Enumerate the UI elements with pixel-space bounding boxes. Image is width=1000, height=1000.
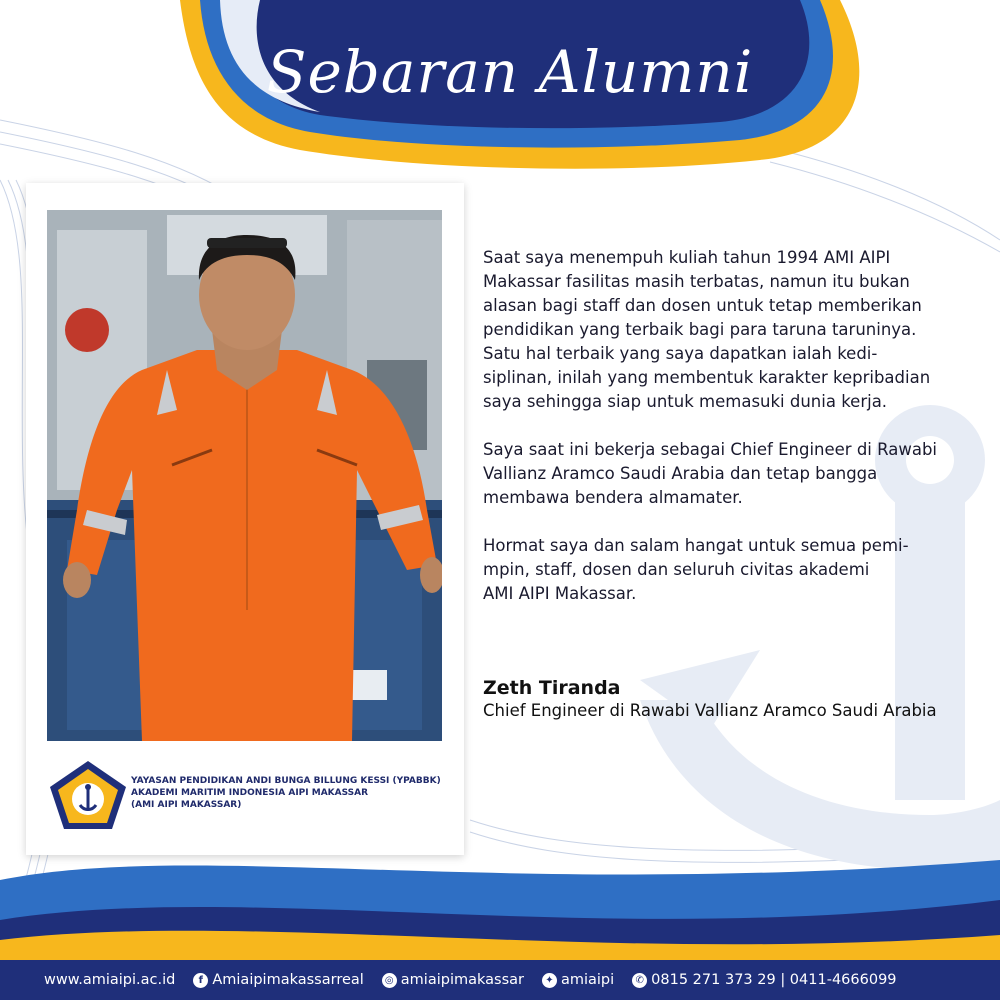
testimony-paragraph: Saat saya menempuh kuliah tahun 1994 AMI AIPI Makassar fasilitas masih terbatas, namun itu bukan alasan bagi staff dan dosen untuk tetap memberikan pendidikan yang terbaik bagi para taruna taruninya. Satu hal terbaik yang saya dapatkan ialah kedi- siplinan, inilah yang membentuk karakter kepribadian saya sehingga siap untuk memasuki dunia kerja. bbox=[483, 248, 931, 411]
whatsapp-icon: ✆ bbox=[632, 973, 647, 988]
twitter-handle[interactable]: amiaipi bbox=[560, 972, 615, 988]
footer-twitter[interactable] bbox=[542, 972, 614, 988]
testimony-paragraph: Hormat saya dan salam hangat untuk semua pemi- mpin, staff, dosen dan seluruh civitas akademi AMI AIPI Makassar. bbox=[483, 536, 909, 603]
footer-website[interactable] bbox=[44, 972, 175, 988]
facebook-icon: f bbox=[193, 973, 208, 988]
org-line: (AMI AIPI MAKASSAR) bbox=[131, 800, 242, 810]
website-link[interactable]: www.amiaipi.ac.id bbox=[44, 972, 176, 988]
organization-name bbox=[131, 775, 456, 811]
instagram-handle[interactable]: amiaipimakassar bbox=[400, 972, 524, 988]
twitter-icon: ✦ bbox=[542, 973, 557, 988]
testimony-paragraph: Saya saat ini bekerja sebagai Chief Engineer di Rawabi Vallianz Aramco Saudi Arabia dan tetap bangga membawa bendera almamater. bbox=[483, 440, 937, 507]
alumni-name: Zeth Tiranda bbox=[483, 677, 621, 699]
photo-card bbox=[26, 183, 464, 855]
footer-facebook[interactable] bbox=[193, 972, 363, 988]
alumni-role: Chief Engineer di Rawabi Vallianz Aramco Saudi Arabia bbox=[483, 701, 937, 720]
footer-waves bbox=[0, 840, 1000, 960]
testimony-text bbox=[483, 246, 988, 630]
ami-aipi-logo-icon bbox=[46, 759, 130, 831]
facebook-handle[interactable]: Amiaipimakassarreal bbox=[212, 972, 364, 988]
phone-numbers[interactable]: 0815 271 373 29 | 0411-4666099 bbox=[651, 972, 897, 988]
page-title: Sebaran Alumni bbox=[266, 38, 754, 106]
footer-instagram[interactable] bbox=[382, 972, 524, 988]
footer-phone[interactable] bbox=[632, 972, 896, 988]
alumni-photo bbox=[47, 210, 442, 741]
org-line: YAYASAN PENDIDIKAN ANDI BUNGA BILLUNG KESSI (YPABBK) bbox=[131, 776, 441, 786]
footer-contact-bar bbox=[0, 960, 1000, 1000]
org-line: AKADEMI MARITIM INDONESIA AIPI MAKASSAR bbox=[131, 788, 369, 798]
instagram-icon: ◎ bbox=[382, 973, 397, 988]
